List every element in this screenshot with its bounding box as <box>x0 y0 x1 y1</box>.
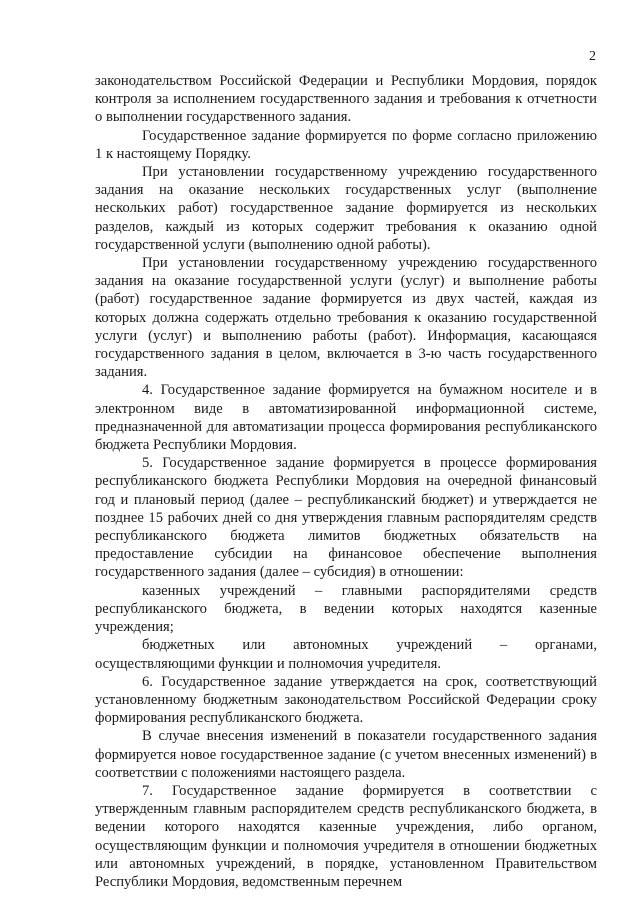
paragraph-item-5: 5. Государственное задание формируется в процессе формирования республиканского бюджета Республики Мордовия на очередной финансовый год и плановый период (далее – республиканский бюджет) и утверждается не позднее 15 рабочих дней со дня утверждения главным распорядителям средств республиканского бюджета лимитов бюджетных обязательств на предоставление субсидии на финансовое обеспечение выполнения государственного задания (далее – субсидия) в отношении: <box>95 455 597 581</box>
document-body <box>95 72 597 891</box>
page-number: 2 <box>589 49 596 64</box>
paragraph: В случае внесения изменений в показатели государственного задания формируется новое государственное задание (с учетом внесенных изменений) в соответствии с положениями настоящего раздела. <box>95 728 597 781</box>
paragraph: законодательством Российской Федерации и Республики Мордовия, порядок контроля за исполнением государственного задания и требования к отчетности о выполнении государственного задания. <box>95 73 597 126</box>
sub-paragraph-byudzhetnye: бюджетных или автономных учреждений – органами, осуществляющими функции и полномочия учредителя. <box>95 637 597 672</box>
paragraph-item-6: 6. Государственное задание утверждается на срок, соответствующий установленному бюджетным законодательством Российской Федерации сроку формирования республиканского бюджета. <box>95 673 597 727</box>
paragraph: При установлении государственному учреждению государственного задания на оказание нескольких государственных услуг (выполнение нескольких работ) государственное задание формируется из нескольких разделов, каждый из которых содержит требования к оказанию одной государственной услуги (выполнению одной работы). <box>95 164 597 253</box>
paragraph: Государственное задание формируется по форме согласно приложению 1 к настоящему Порядку. <box>95 127 597 162</box>
sub-paragraph-kazennye: казенных учреждений – главными распорядителями средств республиканского бюджета, в ведении которых находятся казенные учреждения; <box>95 582 597 636</box>
paragraph-item-4: 4. Государственное задание формируется на бумажном носителе и в электронном виде в автоматизированной информационной системе, предназначенной для автоматизации процесса формирования республиканского бюджета Республики Мордовия. <box>95 382 597 454</box>
paragraph: При установлении государственному учреждению государственного задания на оказание государственной услуги (услуг) и выполнение работы (работ) государственное задание формируется из двух частей, каждая из которых должна содержать отдельно требования к оказанию государственной услуги (услуг) и выполнению работы (работ). Информация, касающаяся государственного задания в целом, включается в 3-ю часть государственного задания. <box>95 255 597 381</box>
paragraph-item-7: 7. Государственное задание формируется в соответствии с утвержденным главным распорядителем средств республиканского бюджета, в ведении которого находятся казенные учреждения, либо органом, осуществляющим функции и полномочия учредителя в отношении бюджетных или автономных учреждений, в порядке, установленном Правительством Республики Мордовия, ведомственным перечнем <box>95 782 597 890</box>
